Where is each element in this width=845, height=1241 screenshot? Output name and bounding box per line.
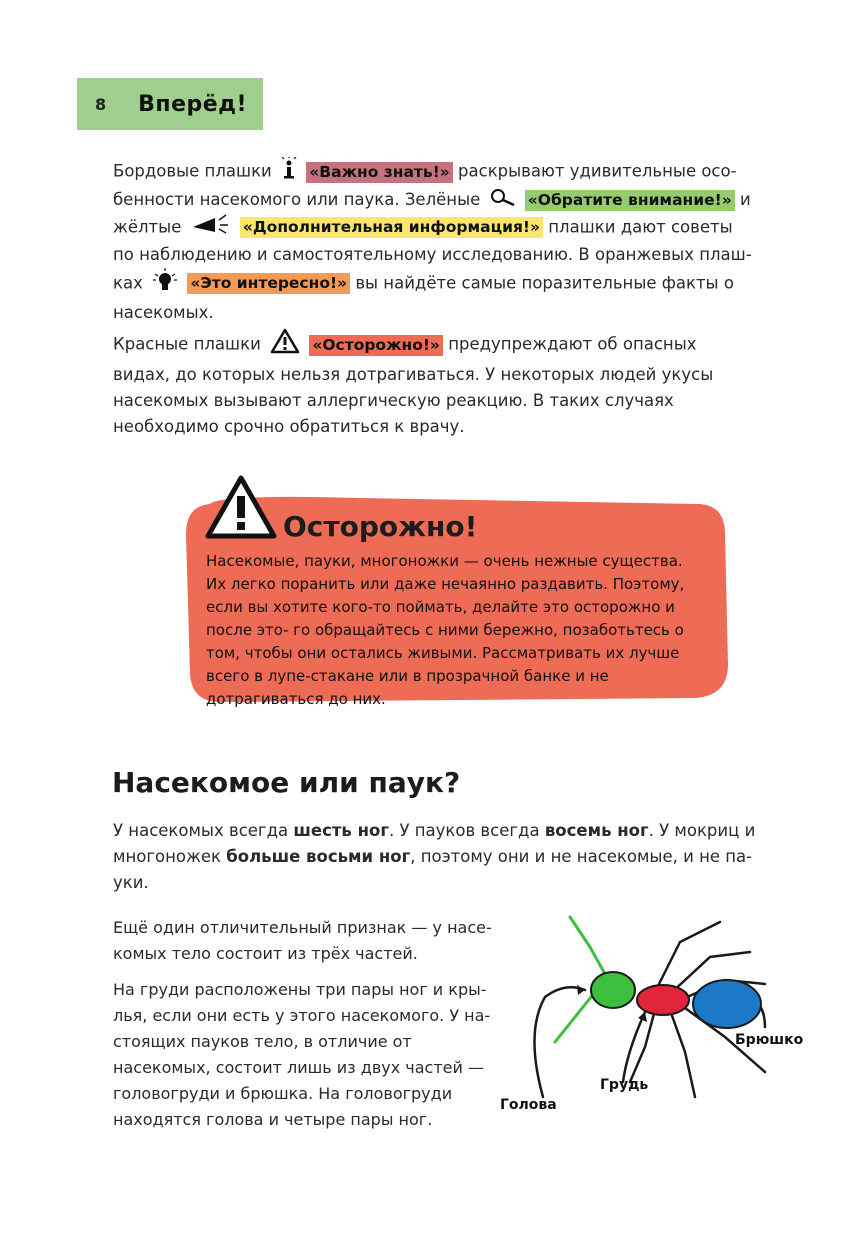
ant-illustration [495, 912, 815, 1127]
bold-six-legs: шесть ног [293, 821, 389, 840]
section-heading: Насекомое или паук? [112, 766, 461, 799]
section-paragraph-3: На груди расположены три пары ног и кры- лья, если они есть у этого насекомого. У на- стоящих пауков тело, в отличие от насекомых, состоит лишь из двух частей — головогруди и брюшка. На головогруди находятся голова и четыре пары ног. [113, 980, 491, 1129]
warning-title: Осторожно! [283, 510, 478, 543]
caution-paragraph [113, 328, 753, 440]
page-header [77, 78, 263, 130]
label-abdomen: Брюшко [735, 1032, 804, 1048]
text-span: У насекомых всегда [113, 821, 289, 840]
bold-eight-legs: восемь ног [544, 821, 649, 840]
insect-diagram [495, 912, 815, 1127]
page-number: 8 [95, 94, 107, 114]
label-chest: Грудь [600, 1077, 649, 1093]
tag-interesting: «Это интересно!» [187, 273, 350, 294]
caution-text-1: Красные плашки [113, 334, 261, 354]
tag-info: «Дополнительная информация!» [240, 217, 543, 238]
lightbulb-icon [152, 268, 178, 300]
tag-caution: «Осторожно!» [309, 335, 443, 356]
megaphone-icon [191, 214, 231, 242]
caution-text-2: предупреждают об опасных видах, до которых нельзя дотрагиваться. У некоторых людей укусы насекомых вызывают аллергическую реакцию. В таких случаях необходимо срочно обратиться к врачу. [113, 334, 714, 436]
intro-text-2: раскрывают удивительные осо- бенности насекомого или паука. Зелёные [113, 161, 737, 209]
ant-abdomen [693, 980, 761, 1028]
intro-text-4: плашки дают советы по наблюдению и самостоятельному исследованию. В оранжевых плаш- ках [113, 217, 752, 292]
intro-text-3: и жёлтые [113, 190, 751, 236]
text-span: , поэтому они и не насекомые, и не па- уки. [113, 847, 753, 892]
bold-more-than-eight: больше восьми ног [226, 847, 411, 866]
info-icon [281, 157, 297, 187]
intro-text-1: Бордовые плашки [113, 161, 272, 181]
tag-attention: «Обратите внимание!» [525, 190, 735, 211]
warning-text: Насекомые, пауки, многоножки — очень нежные существа. Их легко поранить или даже нечаянно раздавить. Поэтому, если вы хотите кого-то поймать, делайте это осторожно и после это- го обращайтесь с ними бережно, позаботьтесь о том, чтобы они остались живыми. Рассматривать их лучше всего в лупе-стакане или в прозрачной банке и не дотрагиваться до них. [206, 552, 685, 708]
intro-text-5: вы найдёте самые поразительные факты о насекомых. [113, 273, 734, 322]
magnifier-icon [490, 188, 516, 214]
label-head: Голова [500, 1097, 557, 1113]
ant-thorax [637, 985, 689, 1015]
text-span: . У пауков всегда [388, 821, 540, 840]
intro-paragraph [113, 157, 753, 326]
warning-triangle-icon [270, 328, 300, 362]
tag-important: «Важно знать!» [306, 162, 453, 183]
warning-box [180, 474, 730, 708]
section-paragraph-1 [113, 818, 763, 896]
section-paragraph-2: Ещё один отличительный признак — у насе- комых тело состоит из трёх частей. [113, 918, 492, 963]
warning-triangle-icon [204, 474, 278, 544]
section-tag: Вперёд! [138, 91, 247, 117]
text-span: . У мокриц и многоножек [113, 821, 756, 866]
ant-head [591, 972, 635, 1008]
